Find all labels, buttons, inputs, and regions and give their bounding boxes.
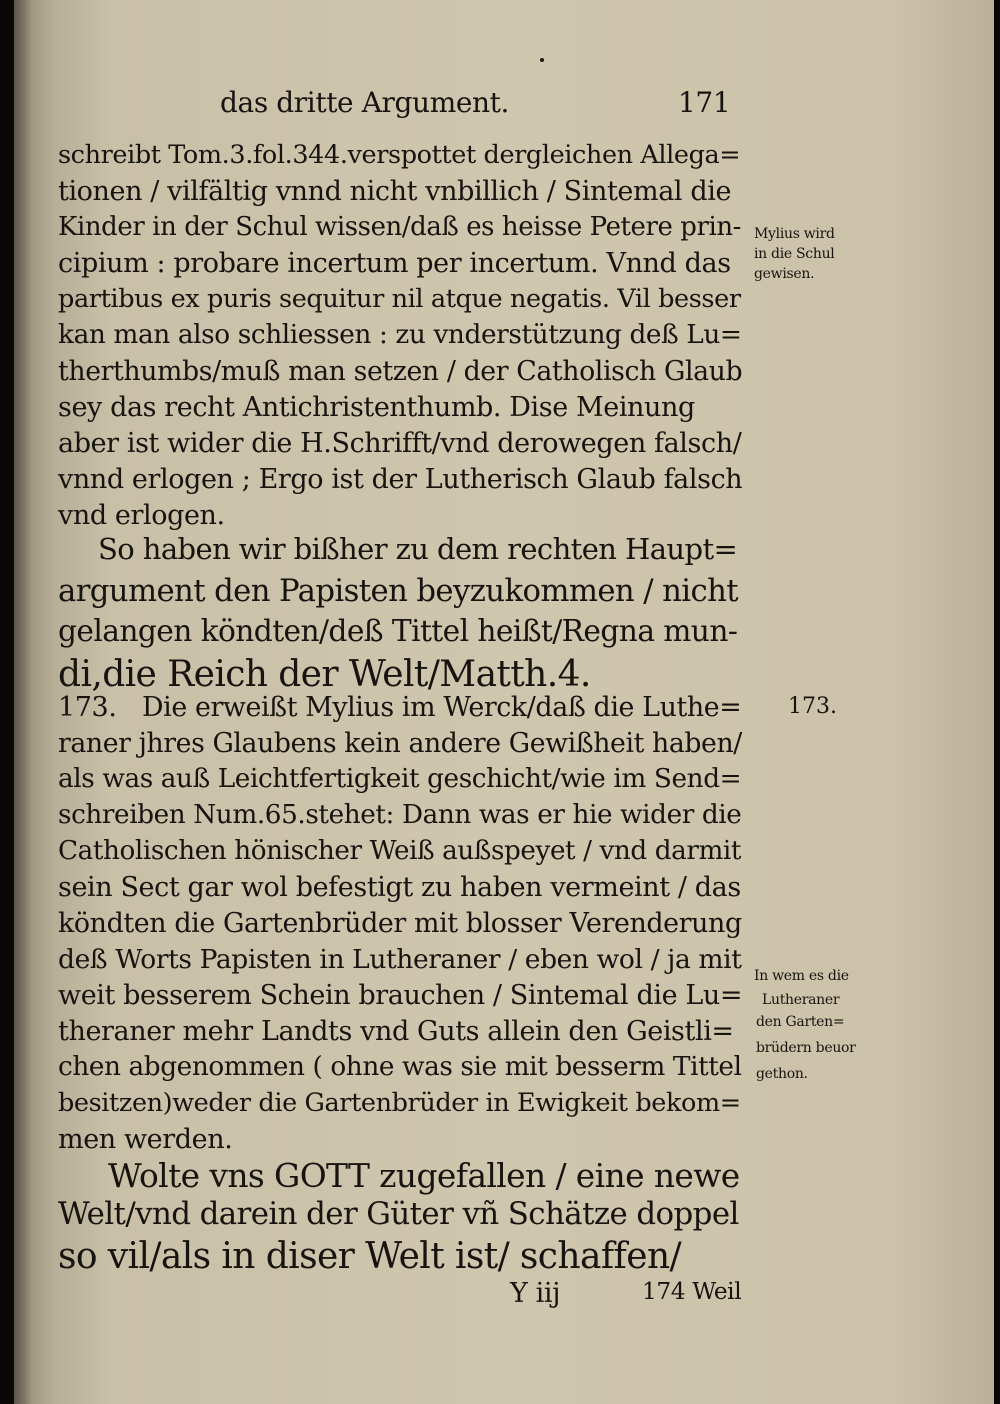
text-line: therthumbs/muß man setzen / der Catholisch Glaub <box>58 356 743 387</box>
ink-dot <box>540 58 544 62</box>
book-page <box>14 0 994 1404</box>
margin-note-line: gewisen. <box>754 266 815 282</box>
text-line: deß Worts Papisten in Lutheraner / eben wol / ja mit <box>58 944 742 975</box>
text-line: vnd erlogen. <box>58 500 225 531</box>
text-line: Die erweißt Mylius im Werck/daß die Luthe= <box>142 692 742 723</box>
catchword: 174 Weil <box>642 1278 742 1305</box>
text-line: di,die Reich der Welt/Matth.4. <box>58 654 591 695</box>
paragraph-number: 173. <box>58 692 117 723</box>
text-line: Welt/vnd darein der Güter vñ Schätze doppel <box>58 1196 739 1232</box>
signature-mark: Y iij <box>510 1278 561 1309</box>
text-line: kan man also schliessen : zu vnderstützung deß Lu= <box>58 320 742 350</box>
text-line: Kinder in der Schul wissen/daß es heisse Petere prin- <box>58 212 742 242</box>
margin-note-line: Lutheraner <box>762 992 840 1008</box>
text-line: als was auß Leichtfertigkeit geschicht/wie im Send= <box>58 764 742 794</box>
text-line: partibus ex puris sequitur nil atque negatis. Vil besser <box>58 284 741 314</box>
page-number: 171 <box>678 86 731 119</box>
text-line: köndten die Gartenbrüder mit blosser Verenderung <box>58 908 742 939</box>
page-gutter-shadow <box>14 0 32 1404</box>
text-line: raner jhres Glaubens kein andere Gewißheit haben/ <box>58 728 742 759</box>
margin-note-line: Mylius wird <box>754 226 835 242</box>
text-line: vnnd erlogen ; Ergo ist der Lutherisch Glaub falsch <box>58 464 743 495</box>
margin-note-line: in die Schul <box>754 246 835 262</box>
text-line: gelangen köndten/deß Tittel heißt/Regna mun- <box>58 614 738 649</box>
running-head: das dritte Argument. <box>220 86 509 119</box>
text-line: weit besserem Schein brauchen / Sintemal die Lu= <box>58 980 743 1011</box>
margin-note-line: gethon. <box>756 1066 808 1082</box>
text-line: sein Sect gar wol befestigt zu haben vermeint / das <box>58 872 741 903</box>
text-line: argument den Papisten beyzukommen / nicht <box>58 574 738 609</box>
margin-note-line: brüdern beuor <box>756 1040 856 1056</box>
text-line: Catholischen hönischer Weiß außspeyet / vnd darmit <box>58 836 742 866</box>
text-line: So haben wir bißher zu dem rechten Haupt= <box>98 532 738 566</box>
text-line: men werden. <box>58 1124 233 1155</box>
text-line: tionen / vilfältig vnnd nicht vnbillich / Sintemal die <box>58 176 732 207</box>
text-line: aber ist wider die H.Schrifft/vnd derowegen falsch/ <box>58 428 742 459</box>
text-line: theraner mehr Landts vnd Guts allein den Geistli= <box>58 1016 734 1047</box>
text-line: schreiben Num.65.stehet: Dann was er hie wider die <box>58 800 742 830</box>
text-line: cipium : probare incertum per incertum. Vnnd das <box>58 248 731 279</box>
text-line: so vil/als in diser Welt ist/ schaffen/ <box>58 1236 682 1277</box>
margin-number: 173. <box>788 694 837 719</box>
text-line: sey das recht Antichristenthumb. Dise Meinung <box>58 392 695 423</box>
text-line: schreibt Tom.3.fol.344.verspottet dergleichen Allega= <box>58 140 741 170</box>
margin-note-line: In wem es die <box>754 968 849 984</box>
margin-note-line: den Garten= <box>756 1014 845 1030</box>
text-line: chen abgenommen ( ohne was sie mit besserm Tittel <box>58 1052 742 1082</box>
text-line: besitzen)weder die Gartenbrüder in Ewigkeit bekom= <box>58 1088 741 1118</box>
text-line: Wolte vns GOTT zugefallen / eine newe <box>108 1156 740 1195</box>
